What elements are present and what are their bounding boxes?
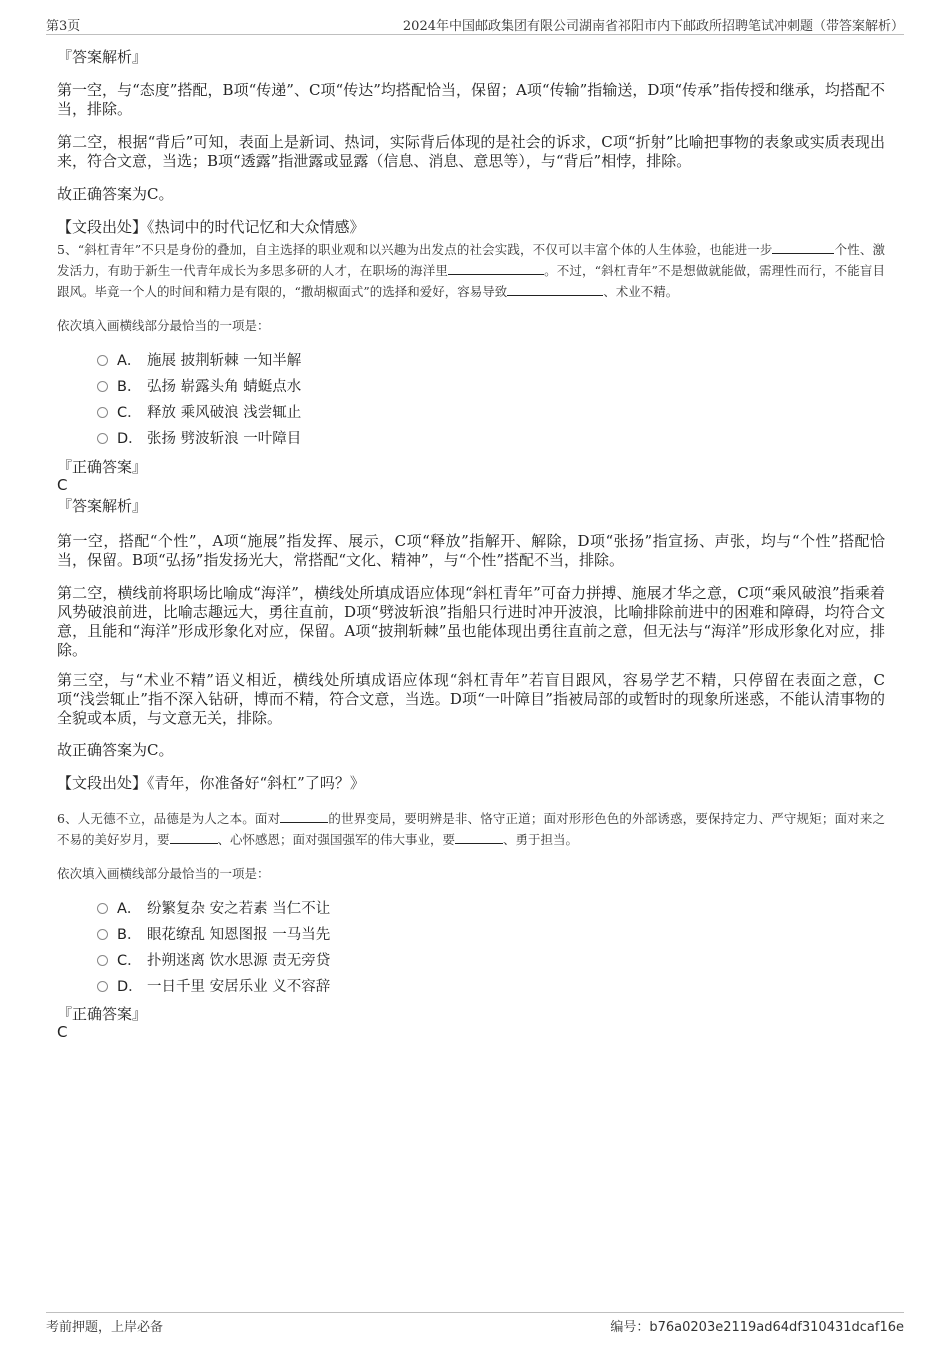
q4-source: 【文段出处】《热词中的时代记忆和大众情感》	[57, 218, 365, 236]
q5-source: 【文段出处】《青年，你准备好“斜杠”了吗？》	[57, 774, 365, 792]
radio-icon[interactable]	[97, 955, 108, 966]
q4-analysis-label: 『答案解析』	[57, 48, 148, 66]
q5-analysis-3: 第三空，与“术业不精”语义相近，横线处所填成语应体现“斜杠青年”若盲目跟风，容易学艺不精，只停留在表面之意，C项“浅尝辄止”指不深入钻研，博而不精，符合文意，当选。D项“一叶障目”指被局部的或暂时的现象所迷惑，不能认清事物的全貌或本质，与文意无关，排除。	[57, 671, 885, 727]
document-code: 编号：b76a0203e2119ad64df310431dcaf16e	[610, 1320, 904, 1335]
q5-blank-2	[448, 262, 544, 275]
q6-stem-part1: 6、人无德不立，品德是为人之本。面对	[57, 811, 281, 826]
q5-prompt: 依次填入画横线部分最恰当的一项是：	[57, 318, 270, 333]
q6-option-c[interactable]: C． 扑朔迷离 饮水思源 责无旁贷	[97, 952, 330, 970]
q5-option-d[interactable]: D． 张扬 劈波斩浪 一叶障目	[97, 430, 301, 448]
page-number: 第3页	[46, 19, 81, 34]
q4-analysis-2: 第二空，根据“背后”可知，表面上是新词、热词，实际背后体现的是社会的诉求，C项“折射”比喻把事物的表象或实质表现出来，符合文意，当选；B项“透露”指泄露或显露（信息、消息、意思等），与“背后”相悖，排除。	[57, 133, 885, 170]
q5-option-a[interactable]: A． 施展 披荆斩棘 一知半解	[97, 352, 301, 370]
q6-option-b[interactable]: B． 眼花缭乱 知恩图报 一马当先	[97, 926, 330, 944]
q6-answer: C	[57, 1023, 68, 1041]
q5-analysis-1: 第一空，搭配“个性”，A项“施展”指发挥、展示，C项“释放”指解开、解除，D项“张扬”指宣扬、声张，均与“个性”搭配恰当，保留。B项“弘扬”指发扬光大，常搭配“文化、精神”，与“个性”搭配不当，排除。	[57, 532, 885, 569]
radio-icon[interactable]	[97, 355, 108, 366]
q5-stem-part3: 。不过，“斜杠青年”不是想做就能做，需理性而行，不能盲目跟风。毕竟一个人的时间和精力是有限的，“撒胡椒面式”的选择和爱好，容易导致	[57, 263, 885, 299]
page-header	[46, 14, 904, 35]
q6-option-d[interactable]: D． 一日千里 安居乐业 义不容辞	[97, 978, 330, 996]
q5-answer: C	[57, 476, 68, 494]
q6-blank-3	[455, 831, 503, 844]
footer-slogan: 考前押题，上岸必备	[46, 1320, 164, 1335]
q4-conclusion: 故正确答案为C。	[57, 185, 174, 203]
q5-analysis-2: 第二空，横线前将职场比喻成“海洋”，横线处所填成语应体现“斜杠青年”可奋力拼搏、施展才华之意，C项“乘风破浪”指乘着风势破浪前进，比喻志趣远大，勇往直前，D项“劈波斩浪”指船只行进时冲开波浪，比喻排除前进中的困难和障碍，均符合文意，且能和“海洋”形成形象化对应，保留。A项“披荆斩棘”虽也能体现出勇往直前之意，但无法与“海洋”形成形象化对应，排除。	[57, 584, 885, 659]
q6-prompt: 依次填入画横线部分最恰当的一项是：	[57, 866, 270, 881]
q5-analysis-label: 『答案解析』	[57, 497, 148, 515]
q5-option-c[interactable]: C． 释放 乘风破浪 浅尝辄止	[97, 404, 301, 422]
q6-answer-label: 『正确答案』	[57, 1005, 148, 1023]
q6-stem-part3: 、心怀感恩；面对强国强军的伟大事业，要	[217, 832, 456, 847]
q6-stem	[57, 808, 885, 850]
q5-answer-label: 『正确答案』	[57, 458, 148, 476]
q6-stem-part4: 、勇于担当。	[503, 832, 579, 847]
radio-icon[interactable]	[97, 903, 108, 914]
radio-icon[interactable]	[97, 981, 108, 992]
q5-conclusion: 故正确答案为C。	[57, 741, 174, 759]
radio-icon[interactable]	[97, 433, 108, 444]
document-title: 2024年中国邮政集团有限公司湖南省祁阳市内下邮政所招聘笔试冲刺题（带答案解析）	[402, 19, 904, 34]
q5-stem	[57, 239, 885, 302]
q5-stem-part4: 、术业不精。	[603, 284, 679, 299]
q6-stem-part2: 的世界变局，要明辨是非、恪守正道；面对形形色色的外部诱惑，要保持定力、严守规矩；面对来之不易的美好岁月，要	[57, 811, 885, 847]
q5-stem-part2: 个性、激发活力，有助于新生一代青年成长为多思多研的人才，在职场的海洋里	[57, 242, 885, 278]
q4-analysis-1: 第一空，与“态度”搭配，B项“传递”、C项“传达”均搭配恰当，保留；A项“传输”指输送，D项“传承”指传授和继承，均搭配不当，排除。	[57, 81, 885, 118]
q5-blank-3	[507, 283, 603, 296]
radio-icon[interactable]	[97, 381, 108, 392]
q5-option-b[interactable]: B． 弘扬 崭露头角 蜻蜓点水	[97, 378, 301, 396]
q6-option-a[interactable]: A． 纷繁复杂 安之若素 当仁不让	[97, 900, 330, 918]
q6-blank-2	[170, 831, 218, 844]
page-footer	[46, 1312, 904, 1335]
q6-blank-1	[280, 810, 328, 823]
radio-icon[interactable]	[97, 407, 108, 418]
radio-icon[interactable]	[97, 929, 108, 940]
q5-blank-1	[772, 241, 834, 254]
q5-stem-part1: 5、“斜杠青年”不只是身份的叠加，自主选择的职业观和以兴趣为出发点的社会实践，不仅可以丰富个体的人生体验，也能进一步	[57, 242, 773, 257]
